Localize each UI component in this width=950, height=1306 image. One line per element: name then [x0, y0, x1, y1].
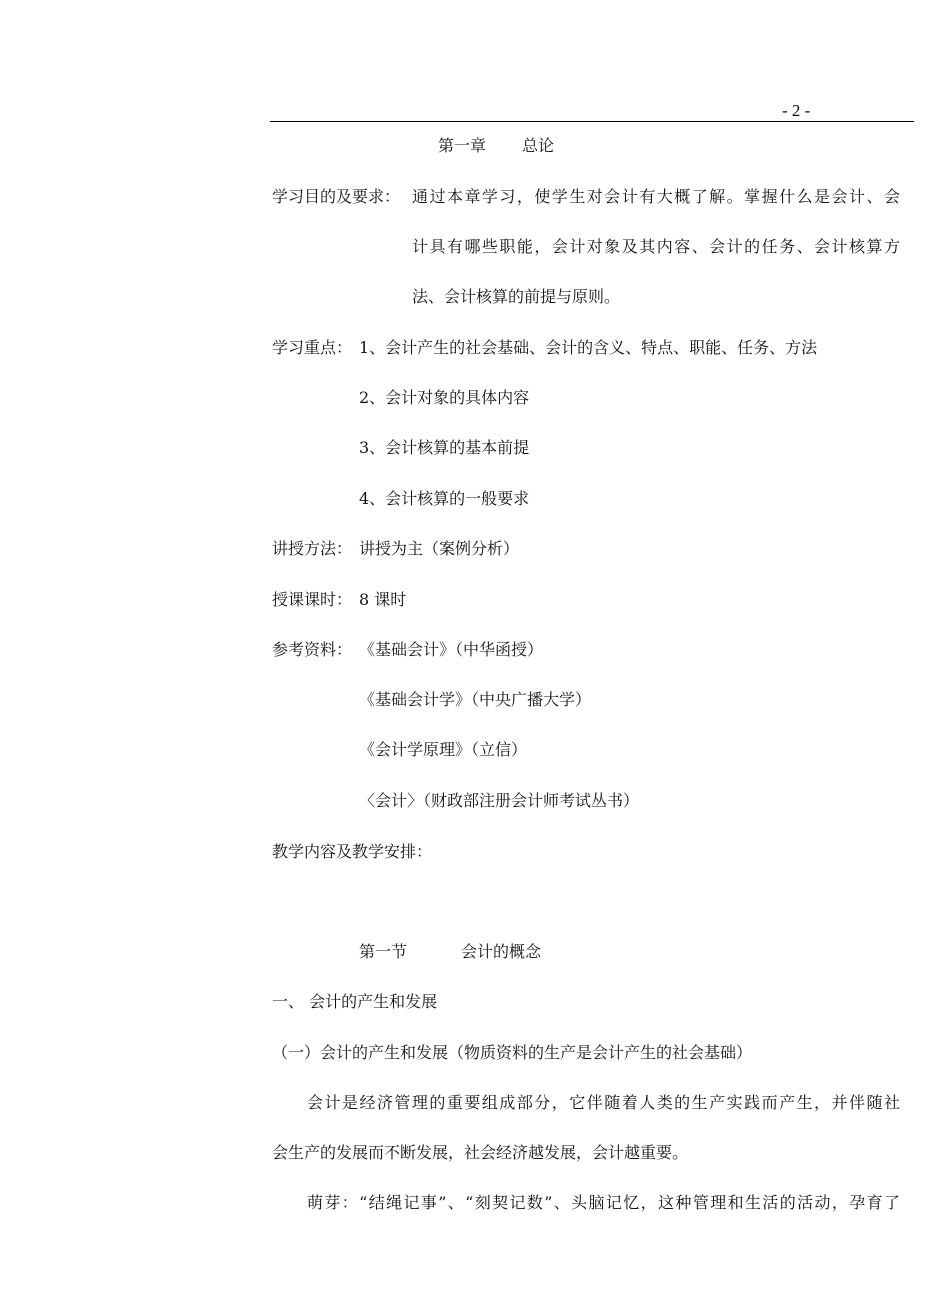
reference-item: 《基础会计学》（中央广播大学）	[359, 690, 592, 709]
key-point-item: 1、会计产生的社会基础、会计的含义、特点、职能、任务、方法	[359, 338, 818, 357]
objectives-line: 计具有哪些职能，会计对象及其内容、会计的任务、会计核算方	[412, 237, 900, 256]
objectives-label: 学习目的及要求：	[272, 187, 401, 206]
objectives-line: 通过本章学习，使学生对会计有大概了解。掌握什么是会计、会	[412, 187, 900, 206]
section-name: 会计的概念	[461, 942, 542, 961]
reference-item: 〈会计〉（财政部注册会计师考试丛书）	[359, 791, 640, 810]
section-number: 第一节	[359, 942, 408, 961]
reference-item: 《基础会计》（中华函授）	[359, 640, 544, 659]
hours-value: 8 课时	[359, 590, 407, 609]
heading-1: 一、 会计的产生和发展	[272, 992, 438, 1011]
section-title	[359, 944, 541, 960]
key-points-label: 学习重点：	[272, 338, 353, 357]
key-point-item: 4、会计核算的一般要求	[359, 489, 530, 508]
references-label: 参考资料：	[272, 640, 353, 659]
chapter-title	[438, 138, 554, 154]
objectives-line: 法、会计核算的前提与原则。	[412, 287, 621, 306]
paragraph-line: 会生产的发展而不断发展，社会经济越发展，会计越重要。	[272, 1143, 689, 1162]
chapter-number: 第一章	[438, 136, 487, 155]
key-point-item: 2、会计对象的具体内容	[359, 388, 530, 407]
chapter-name: 总论	[522, 136, 555, 155]
header-rule	[270, 121, 914, 122]
page-number: - 2 -	[782, 101, 811, 120]
method-label: 讲授方法：	[272, 539, 353, 558]
key-point-item: 3、会计核算的基本前提	[359, 438, 530, 457]
method-value: 讲授为主（案例分析）	[359, 539, 520, 558]
paragraph-line: 会计是经济管理的重要组成部分，它伴随着人类的生产实践而产生，并伴随社	[307, 1093, 900, 1112]
content-label: 教学内容及教学安排：	[272, 842, 433, 861]
heading-2: （一）会计的产生和发展（物质资料的生产是会计产生的社会基础）	[272, 1043, 753, 1062]
paragraph-line: 萌芽：“结绳记事”、“刻契记数”、头脑记忆，这种管理和生活的活动，孕育了	[307, 1193, 900, 1212]
hours-label: 授课课时：	[272, 590, 353, 609]
reference-item: 《会计学原理》（立信）	[359, 740, 528, 759]
